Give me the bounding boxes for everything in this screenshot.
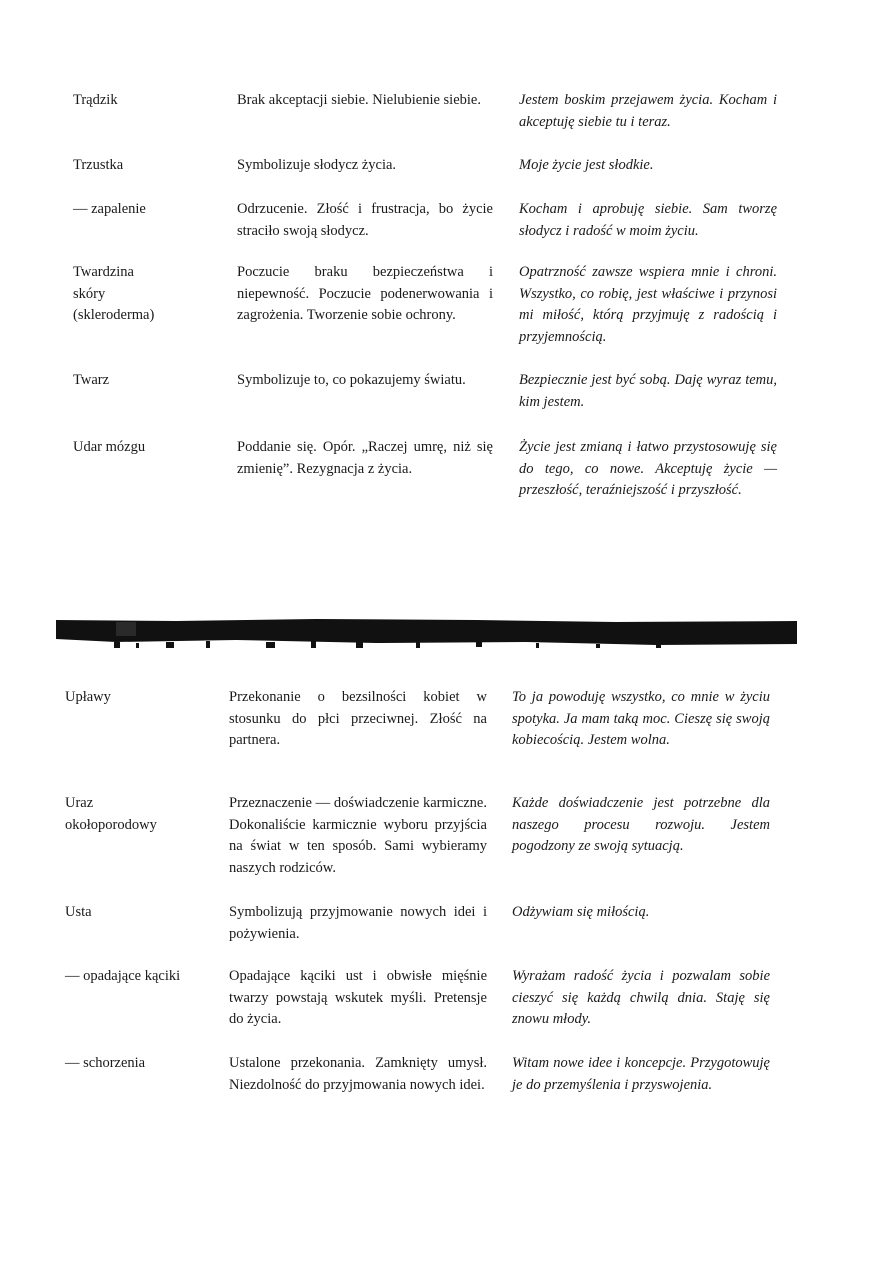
term: — opadające kąciki [65, 968, 181, 984]
term: — schorzenia [65, 1055, 146, 1071]
affirmation: Każde doświadczenie jest potrzebne dla naszego procesu rozwoju. Jestem pogodzony ze swoją sytuacją. [512, 795, 770, 854]
affirmation: Życie jest zmianą i łatwo przystosowuję się do tego, co nowe. Akceptuję życie — przeszłość, teraźniejszość i przyszłość. [519, 439, 777, 498]
affirmation: To ja powoduję wszystko, co mnie w życiu spotyka. Ja mam taką moc. Cieszę się swoją kobiecością. Jestem wolna. [512, 689, 770, 748]
affirmation: Witam nowe idee i koncepcje. Przygotowuję je do przemyślenia i przyswojenia. [512, 1055, 770, 1093]
term: — zapalenie [73, 201, 146, 217]
term: Usta [65, 904, 92, 920]
term: Twarz [73, 372, 110, 388]
affirmation: Odżywiam się miłością. [512, 904, 650, 920]
cause: Brak akceptacji siebie. Nielubienie siebie. [237, 92, 481, 108]
term: Trzustka [73, 157, 124, 173]
term: Udar mózgu [73, 439, 146, 455]
affirmation: Jestem boskim przejawem życia. Kocham i akceptuję siebie tu i teraz. [519, 92, 777, 130]
cause: Poddanie się. Opór. „Raczej umrę, niż się zmienię”. Rezygnacja z życia. [237, 439, 493, 477]
cause: Symbolizują przyjmowanie nowych idei i pożywienia. [229, 904, 487, 942]
term: Upławy [65, 689, 111, 705]
scan-artifact-band [56, 618, 797, 650]
cause: Odrzucenie. Złość i frustracja, bo życie straciło swoją słodycz. [237, 201, 493, 239]
term: Uraz okołoporodowy [65, 795, 157, 833]
cause: Opadające kąciki ust i obwisłe mięśnie twarzy powstają wskutek myśli. Pretensje do życia. [229, 968, 487, 1027]
cause: Ustalone przekonania. Zamknięty umysł. Niezdolność do przyjmowania nowych idei. [229, 1055, 487, 1093]
cause: Przekonanie o bezsilności kobiet w stosunku do płci przeciwnej. Złość na partnera. [229, 689, 487, 748]
affirmation: Wyrażam radość życia i pozwalam sobie cieszyć się każdą chwilą dnia. Staję się znowu młody. [512, 968, 770, 1027]
affirmation: Kocham i aprobuję siebie. Sam tworzę słodycz i radość w moim życiu. [519, 201, 777, 239]
affirmation: Opatrzność zawsze wspiera mnie i chroni. Wszystko, co robię, jest właściwe i przynosi mi miłość, którą przyjmuję z radością i przyjemnością. [519, 264, 777, 345]
cause: Symbolizuje to, co pokazujemy światu. [237, 372, 466, 388]
affirmation: Moje życie jest słodkie. [519, 157, 654, 173]
cause: Przeznaczenie — doświadczenie karmiczne. Dokonaliście karmicznie wyboru przyjścia na świat w ten sposób. Sami wybieramy naszych rodziców. [229, 795, 487, 876]
affirmation: Bezpiecznie jest być sobą. Daję wyraz temu, kim jestem. [519, 372, 777, 410]
term: Twardzina skóry (skleroderma) [73, 264, 155, 323]
cause: Poczucie braku bezpieczeństwa i niepewność. Poczucie podenerwowania i zagrożenia. Tworzenie sobie ochrony. [237, 264, 493, 323]
term: Trądzik [73, 92, 118, 108]
cause: Symbolizuje słodycz życia. [237, 157, 397, 173]
